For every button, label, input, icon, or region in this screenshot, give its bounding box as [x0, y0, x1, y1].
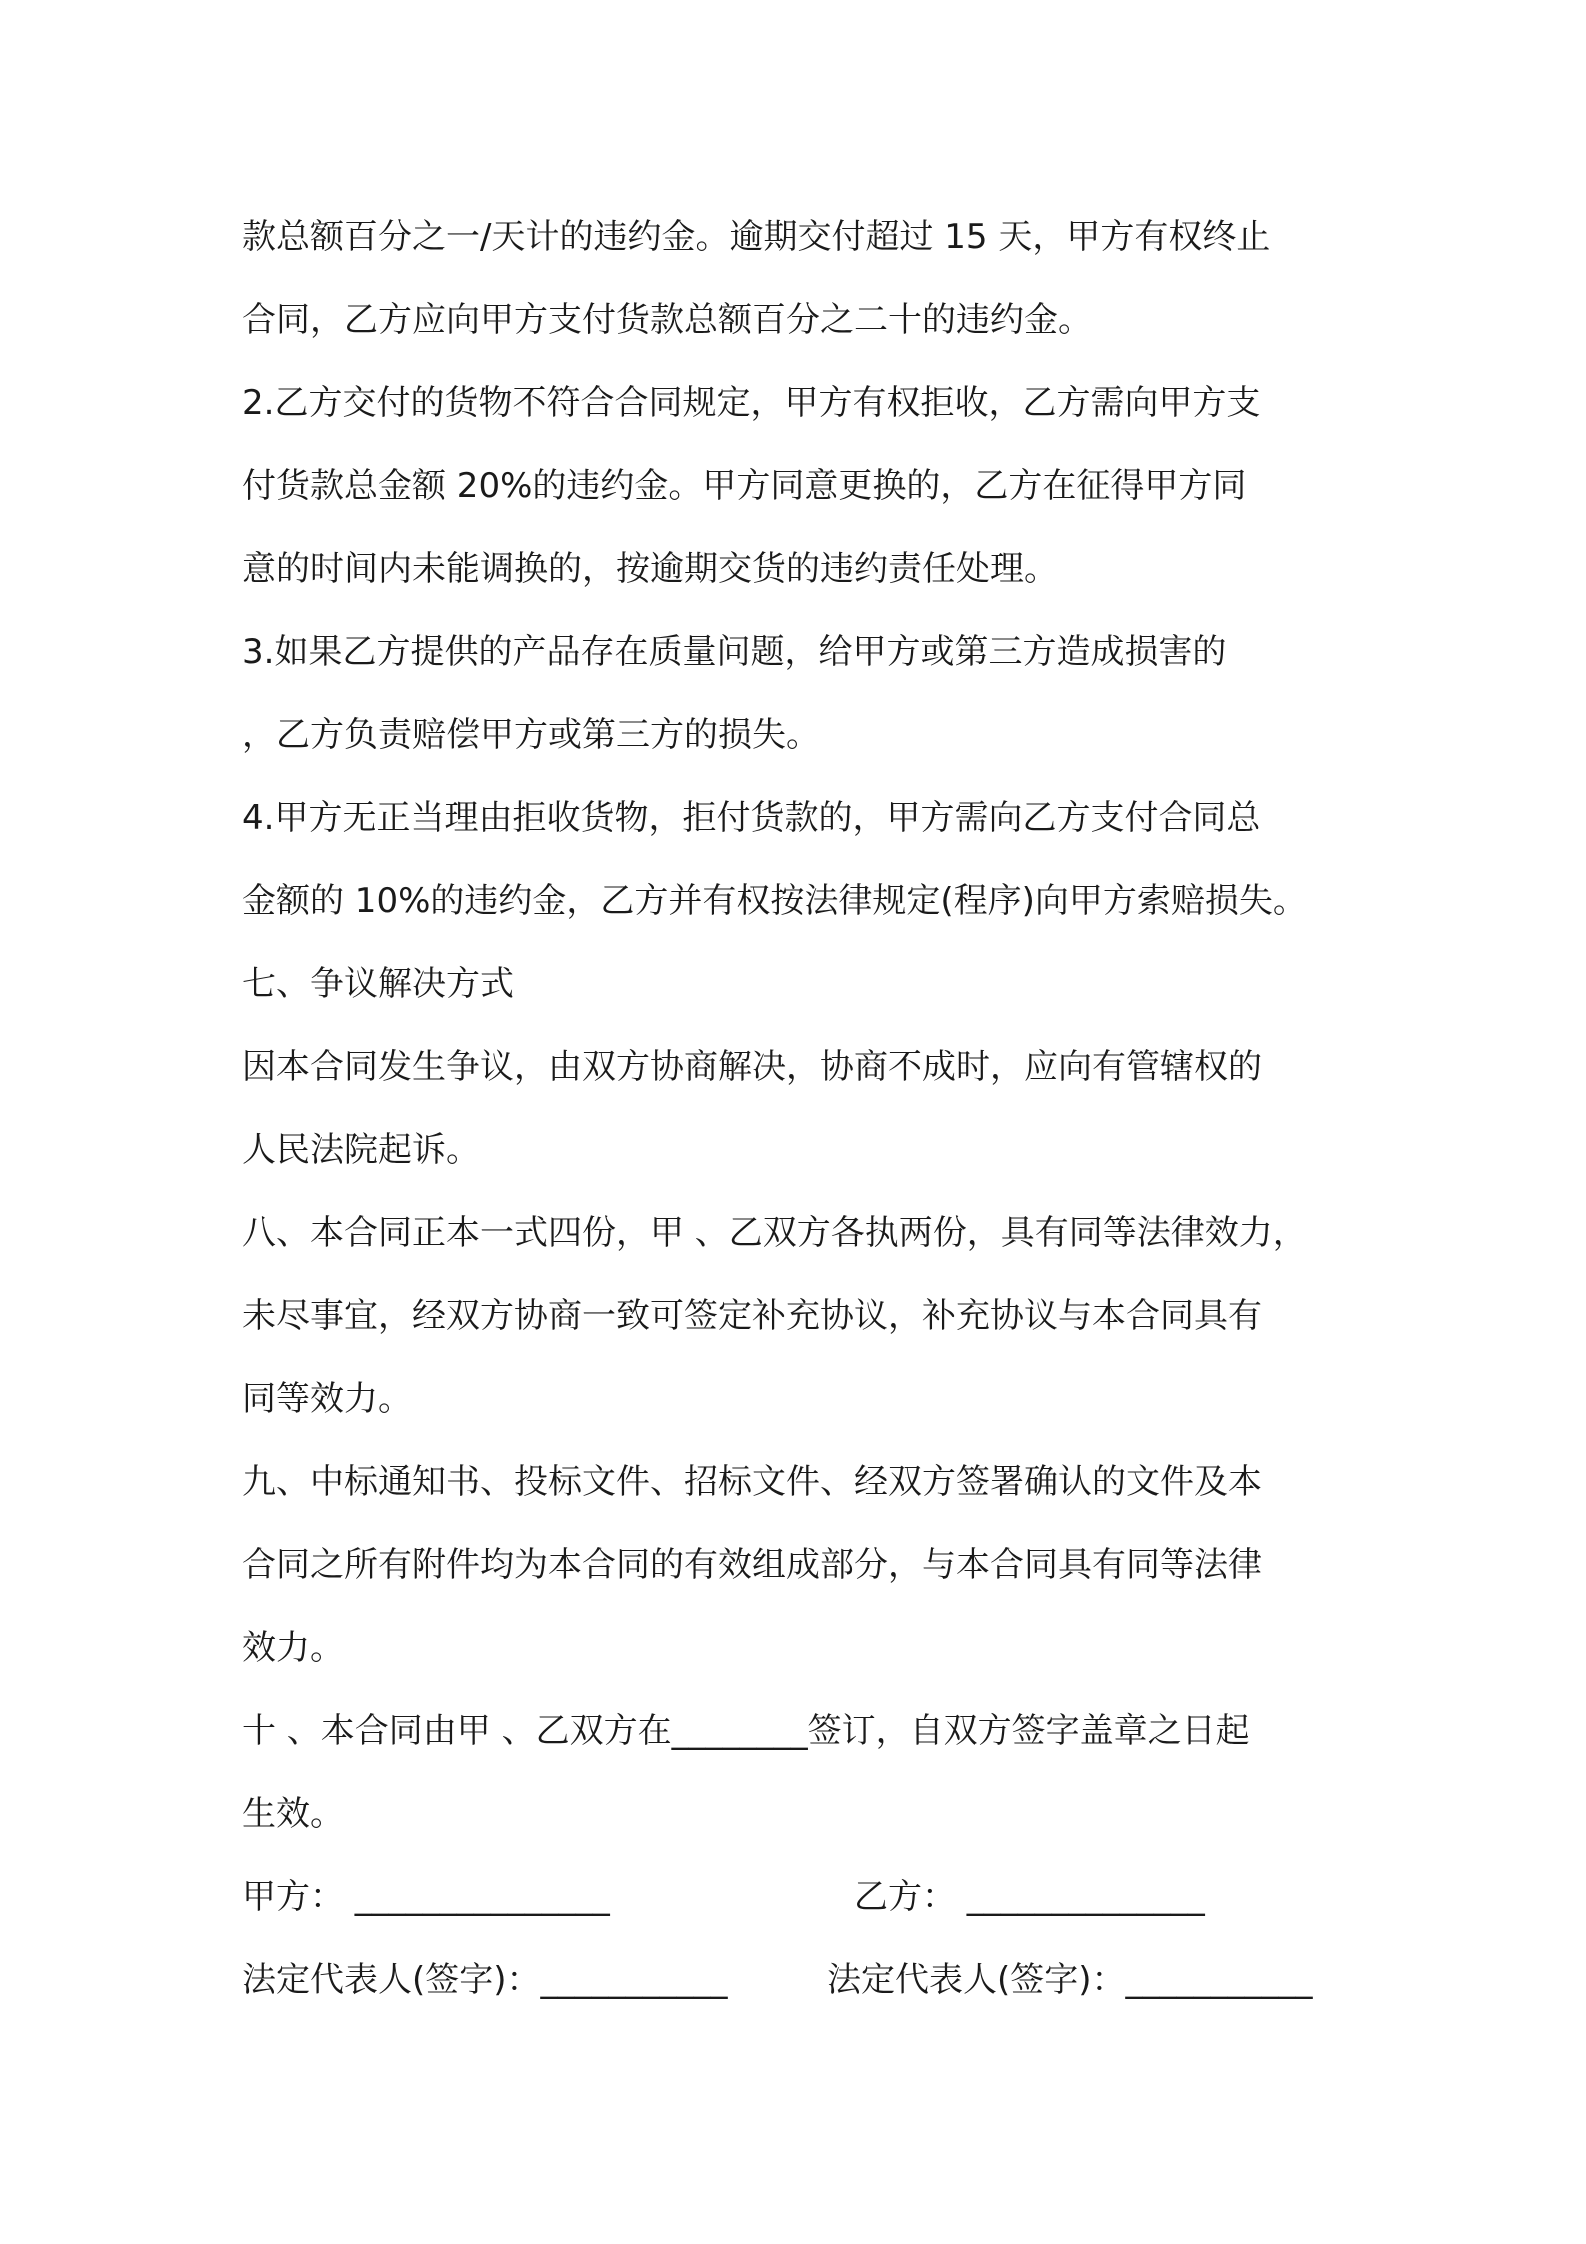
text-line: 意的时间内未能调换的，按逾期交货的违约责任处理。: [242, 549, 1058, 589]
text-line: 4.甲方无正当理由拒收货物，拒付货款的，甲方需向乙方支付合同总: [242, 798, 1261, 838]
text-line: 效力。: [242, 1628, 344, 1668]
text-line: 3.如果乙方提供的产品存在质量问题，给甲方或第三方造成损害的: [242, 632, 1227, 672]
text-line: 因本合同发生争议，由双方协商解决，协商不成时，应向有管辖权的: [242, 1047, 1262, 1087]
text-line: 人民法院起诉。: [242, 1130, 480, 1170]
party-signature-row: [242, 1856, 1382, 1939]
text-line: 十 、本合同由甲 、乙双方在________签订，自双方签字盖章之日起: [242, 1711, 1250, 1751]
text-line: 未尽事宜，经双方协商一致可签定补充协议，补充协议与本合同具有: [242, 1296, 1262, 1336]
representative-a-field: 法定代表人(签字)：___________: [242, 1960, 728, 2000]
text-line: 八、本合同正本一式四份，甲 、乙双方各执两份，具有同等法律效力，: [242, 1213, 1307, 1253]
contract-body: [242, 196, 1382, 2022]
text-line: ，乙方负责赔偿甲方或第三方的损失。: [242, 715, 820, 755]
text-line: 2.乙方交付的货物不符合合同规定，甲方有权拒收，乙方需向甲方支: [242, 383, 1261, 423]
text-line: 合同之所有附件均为本合同的有效组成部分，与本合同具有同等法律: [242, 1545, 1262, 1585]
text-line: 同等效力。: [242, 1379, 412, 1419]
text-line: 合同，乙方应向甲方支付货款总额百分之二十的违约金。: [242, 300, 1092, 340]
party-b-field: 乙方： ______________: [854, 1877, 1205, 1917]
text-line: 九、中标通知书、投标文件、招标文件、经双方签署确认的文件及本: [242, 1462, 1262, 1502]
representative-signature-row: [242, 1939, 1382, 2022]
representative-b-field: 法定代表人(签字)：___________: [827, 1960, 1313, 2000]
text-line: 生效。: [242, 1794, 344, 1834]
text-line: 款总额百分之一/天计的违约金。逾期交付超过 15 天，甲方有权终止: [242, 217, 1271, 257]
section-heading: 七、争议解决方式: [242, 964, 514, 1004]
party-a-field: 甲方： _______________: [242, 1877, 610, 1917]
text-line: 付货款总金额 20%的违约金。甲方同意更换的，乙方在征得甲方同: [242, 466, 1247, 506]
text-line: 金额的 10%的违约金，乙方并有权按法律规定(程序)向甲方索赔损失。: [242, 881, 1307, 921]
